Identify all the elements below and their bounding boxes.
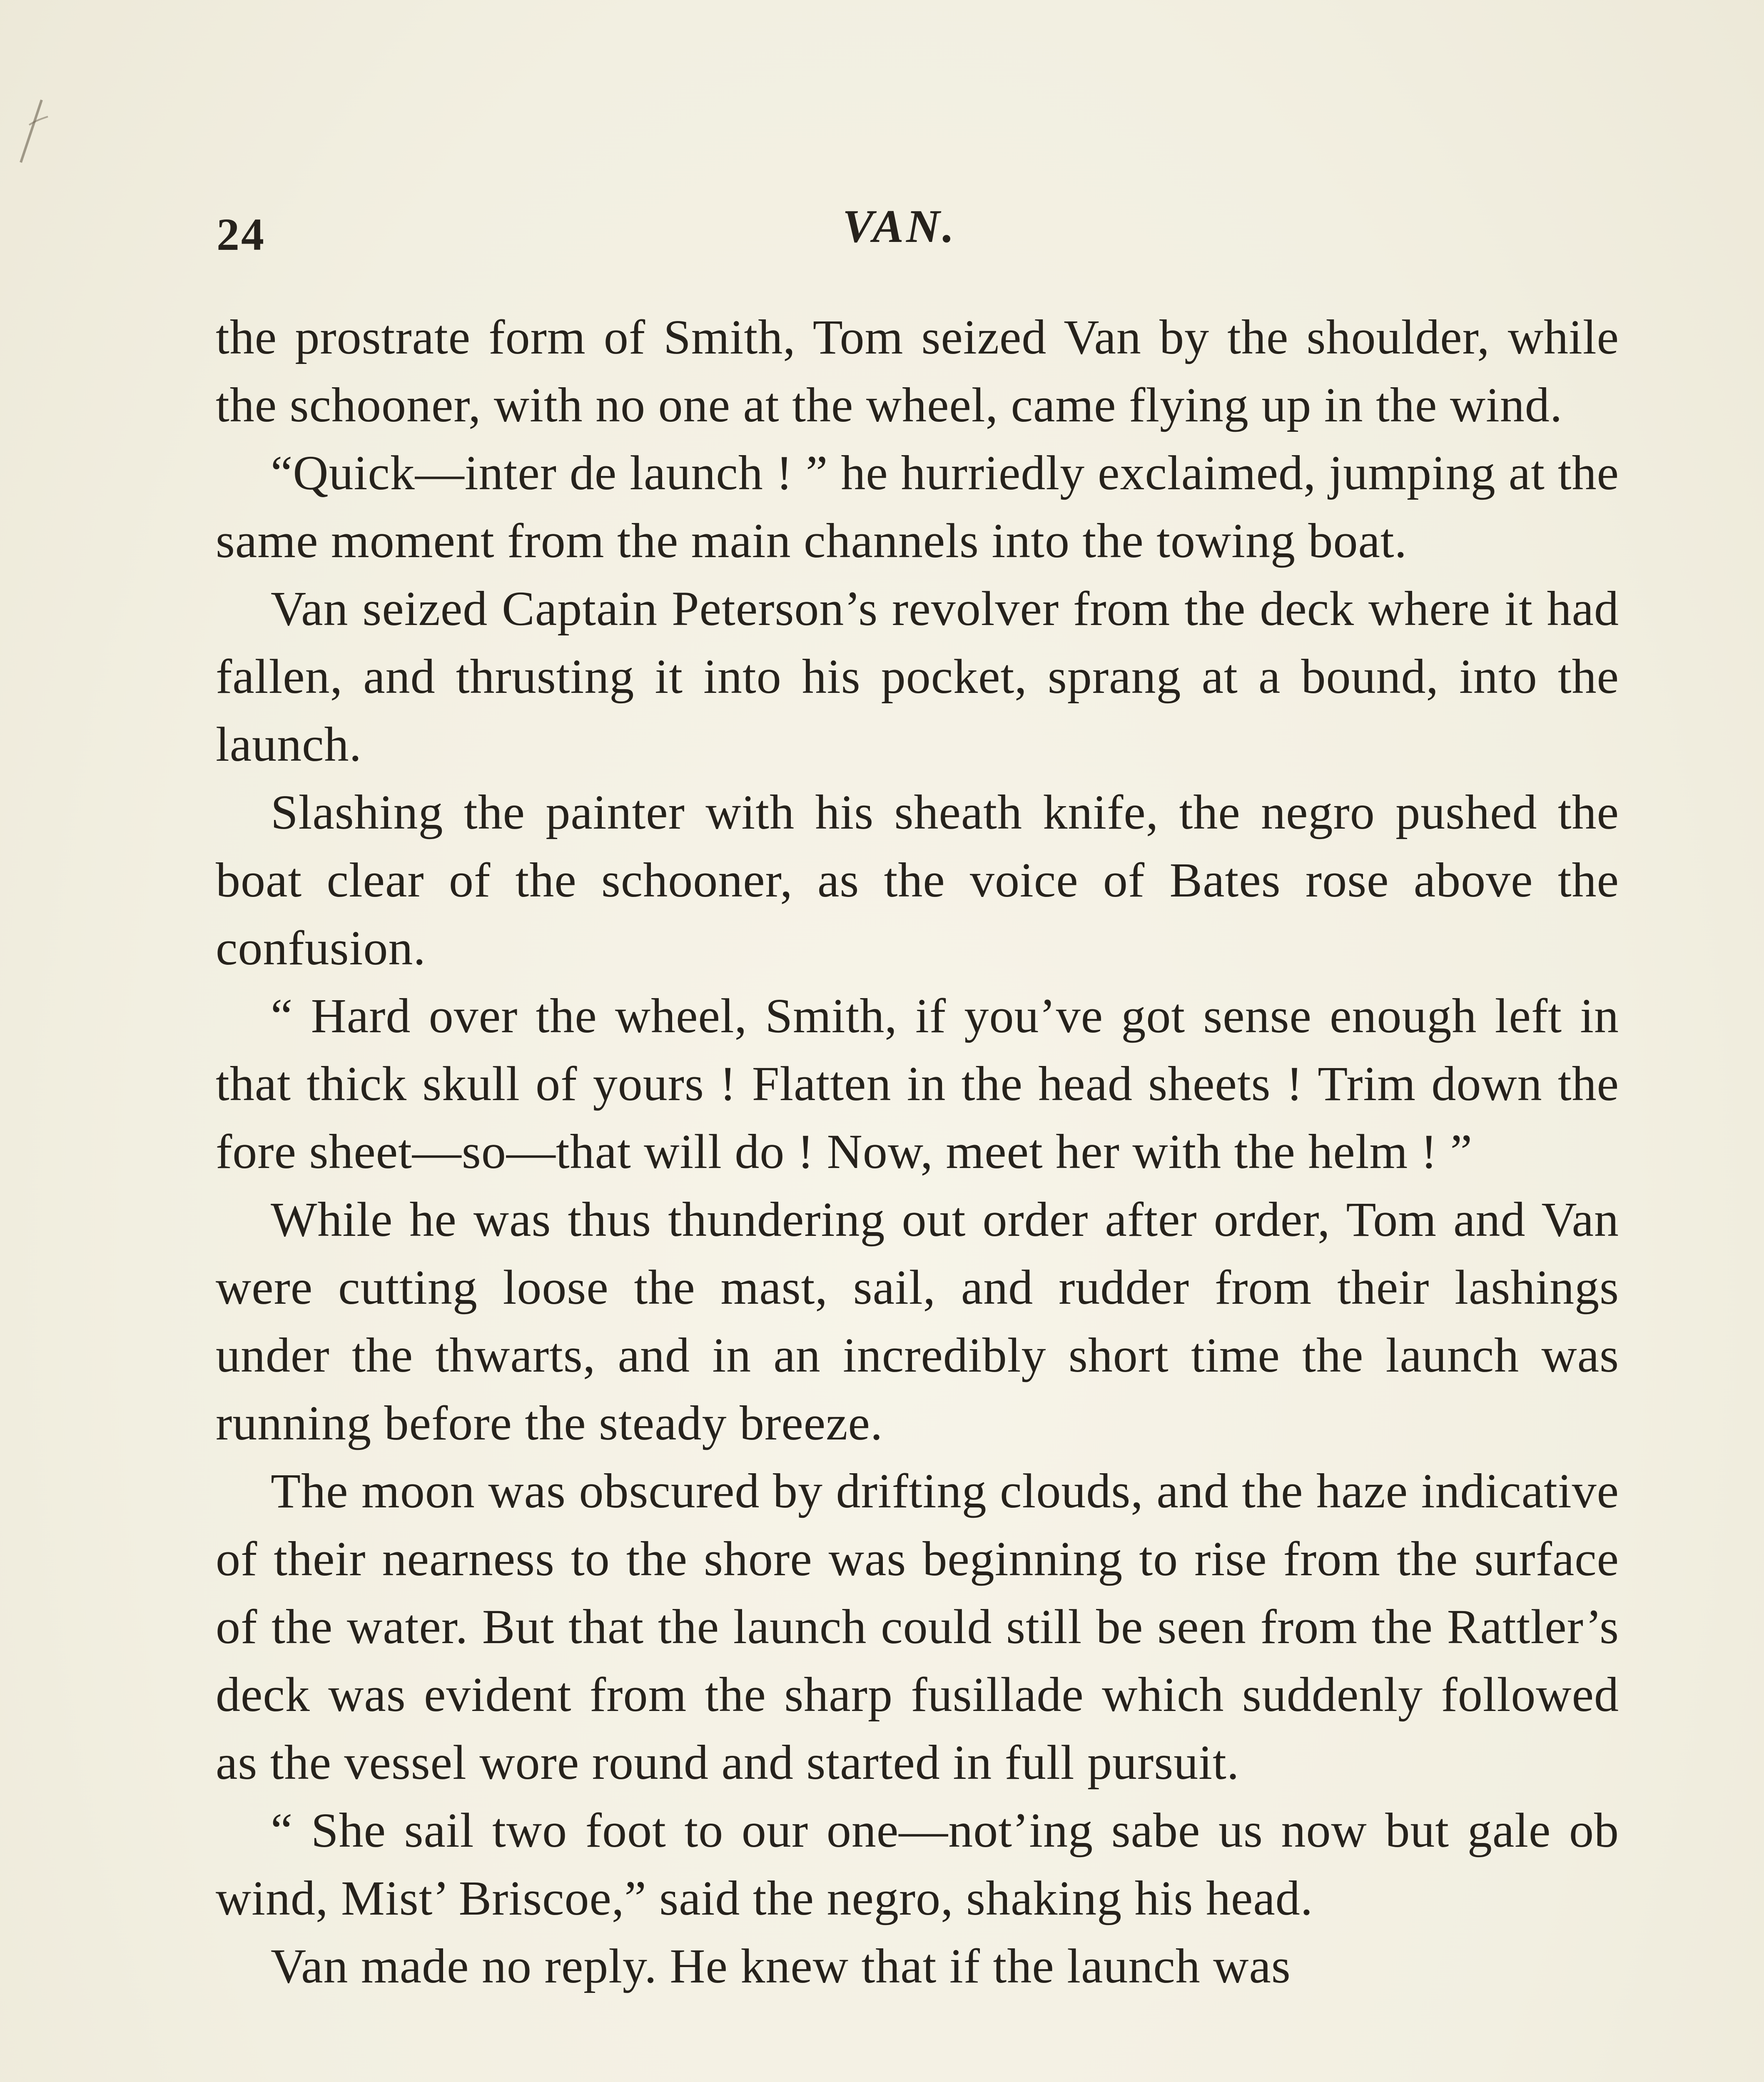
paragraph: “ She sail two foot to our one—not’ing sabe us now but gale ob wind, Mist’ Briscoe,” said the negro, shaking his head.	[216, 1803, 1619, 1925]
paragraph: “ Hard over the wheel, Smith, if you’ve got sense enough left in that thick skull of yours ! Flatten in the head sheets ! Trim down the fore sheet—so—that will do ! Now, meet her with the helm ! ”	[216, 989, 1619, 1179]
paragraph: Slashing the painter with his sheath knife, the negro pushed the boat clear of the schooner, as the voice of Bates rose above the confusion.	[216, 785, 1619, 975]
paragraph: While he was thus thundering out order after order, Tom and Van were cutting loose the mast, sail, and rudder from their lashings under the thwarts, and in an incredibly short time the launch was running before the steady breeze.	[216, 1192, 1619, 1450]
page-number: 24	[217, 209, 266, 260]
running-title: VAN.	[842, 201, 957, 252]
paragraph: Van seized Captain Peterson’s revolver from the deck where it had fallen, and thrusting it into his pocket, sprang at a bound, into the launch.	[216, 581, 1619, 772]
paragraph: “Quick—inter de launch ! ” he hurriedly exclaimed, jumping at the same moment from the main channels into the towing boat.	[216, 446, 1619, 568]
paragraph: Van made no reply. He knew that if the launch was	[271, 1939, 1291, 1993]
paragraph: the prostrate form of Smith, Tom seized Van by the shoulder, while the schooner, with no one at the wheel, came flying up in the wind.	[216, 310, 1619, 432]
body-text	[216, 303, 1619, 2000]
paragraph: The moon was obscured by drifting clouds, and the haze indicative of their nearness to the shore was beginning to rise from the surface of the water. But that the launch could still be seen from the Rattler’s deck was evident from the sharp fusillade which suddenly followed as the vessel wore round and started in full pursuit.	[216, 1464, 1619, 1790]
ink-mark-icon	[12, 96, 62, 167]
